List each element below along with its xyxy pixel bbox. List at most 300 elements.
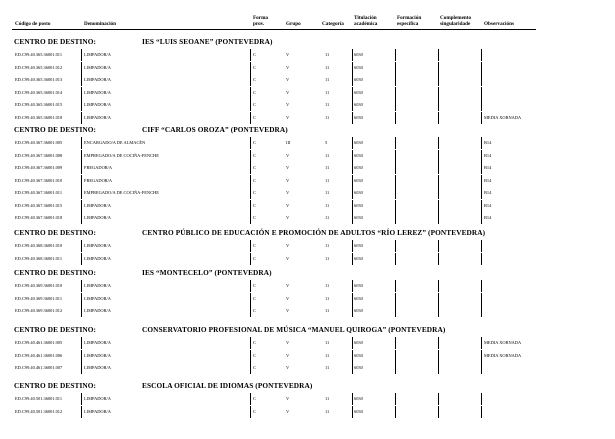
column-divider [352,350,353,362]
cell-den: EMPREGADO/A DE COCIÑA-FENCHE [84,190,159,195]
column-divider [395,150,396,162]
cell-tit: 6030 [354,408,363,414]
column-divider [352,393,353,405]
cell-obs: B14 [484,165,492,170]
cell-tit: 6030 [354,202,363,208]
cell-tit: 6030 [354,352,363,358]
cell-code: ED.C99.40.365.36001.015 [15,102,63,107]
cell-grupo: V [286,352,290,358]
column-divider [438,362,439,374]
table-row [0,253,615,265]
cell-code: ED.C99.40.367.36001.018 [15,215,63,220]
cell-grupo: V [286,295,290,301]
cell-code: ED.C99.40.369.36001.010 [15,283,63,288]
center-name: ESCOLA OFICIAL DE IDIOMAS (PONTEVEDRA) [142,381,313,390]
table-row [0,240,615,252]
column-divider [395,200,396,212]
cell-den: FREGADOR/A [84,177,113,183]
cell-fp: C [253,215,256,220]
table-row [0,137,615,149]
column-divider [250,350,251,362]
column-divider [395,253,396,265]
cell-obs: MEDIA XORNADA [484,340,522,345]
cell-grupo: V [286,190,290,195]
cell-fp: C [253,365,256,370]
cell-grupo: V [286,283,290,288]
column-divider [395,293,396,305]
column-divider [395,74,396,86]
header-denominacion: Denominación [84,21,116,27]
column-divider [250,253,251,265]
column-divider [395,280,396,292]
cell-fp: C [253,340,256,345]
column-divider [438,280,439,292]
header-titulacion: Titulación académica [354,15,378,27]
center-heading [14,228,614,238]
column-divider [250,87,251,99]
cell-tit: 6030 [354,308,363,313]
cell-den: LIMPADOR/A [84,340,111,345]
cell-grupo: V [286,243,290,248]
column-divider [352,187,353,199]
table-row [0,212,615,224]
cell-den: LIMPADOR/A [84,283,111,288]
center-name: CENTRO PÚBLICO DE EDUCACIÓN E PROMOCIÓN DE ADULTOS “RÍO LEREZ” (PONTEVEDRA) [142,228,486,237]
column-divider [481,99,482,111]
column-divider [481,137,482,149]
column-divider [81,49,82,61]
header-rule [12,29,536,30]
cell-obs: B14 [484,215,492,220]
table-row [0,187,615,199]
column-divider [352,49,353,61]
cell-fp: C [253,165,256,170]
cell-grupo: V [286,77,290,82]
column-divider [438,49,439,61]
column-divider [481,337,482,349]
column-divider [352,162,353,174]
center-name: IES “LUIS SEOANE” (PONTEVEDRA) [142,37,273,46]
cell-code: ED.C99.40.461.36001.005 [15,340,63,345]
cell-code: ED.C99.40.365.36001.014 [15,89,63,95]
column-divider [250,62,251,74]
cell-fp: C [253,177,256,183]
cell-code: ED.C99.40.501.36001.011 [15,396,63,401]
column-divider [250,240,251,252]
cell-cat: 11 [325,408,330,414]
column-divider [352,137,353,149]
column-divider [81,212,82,224]
column-divider [438,337,439,349]
cell-cat: 11 [325,283,330,288]
column-divider [481,187,482,199]
cell-fp: C [253,295,256,301]
column-divider [81,406,82,418]
column-divider [352,87,353,99]
cell-fp: C [253,255,256,261]
column-divider [81,175,82,187]
column-divider [481,212,482,224]
column-divider [352,200,353,212]
cell-fp: C [253,152,256,158]
column-divider [395,406,396,418]
cell-den: LIMPADOR/A [84,77,111,82]
cell-obs: B14 [484,190,492,195]
table-row [0,62,615,74]
cell-cat: 11 [325,308,330,313]
column-divider [438,350,439,362]
column-divider [81,305,82,317]
cell-tit: 6030 [354,365,363,370]
center-label: CENTRO DE DESTINO: [14,125,97,134]
cell-code: ED.C99.40.369.36001.012 [15,308,63,313]
table-row [0,49,615,61]
table-row [0,112,615,124]
cell-den: LIMPADOR/A [84,64,111,70]
column-divider [395,240,396,252]
column-divider [81,253,82,265]
header-forma-prov: Forma prov. [253,15,268,27]
column-divider [481,393,482,405]
table-row [0,162,615,174]
cell-grupo: V [286,89,290,95]
cell-cat: 11 [325,365,330,370]
column-divider [352,99,353,111]
cell-fp: C [253,308,256,313]
column-divider [250,162,251,174]
cell-tit: 6030 [354,190,363,195]
column-divider [481,74,482,86]
cell-fp: C [253,89,256,95]
column-divider [395,393,396,405]
column-divider [438,137,439,149]
table-row [0,337,615,349]
cell-cat: 11 [325,295,330,301]
cell-fp: C [253,283,256,288]
cell-code: ED.C99.40.367.36001.015 [15,202,63,208]
cell-grupo: V [286,396,290,401]
table-row [0,362,615,374]
table-row [0,280,615,292]
column-divider [250,293,251,305]
column-divider [81,150,82,162]
column-divider [81,337,82,349]
column-divider [438,74,439,86]
cell-tit: 6030 [354,283,363,288]
column-divider [438,187,439,199]
column-divider [81,350,82,362]
cell-fp: C [253,202,256,208]
cell-cat: 11 [325,352,330,358]
column-divider [352,406,353,418]
cell-tit: 6030 [354,152,363,158]
column-divider [81,240,82,252]
column-divider [81,137,82,149]
column-divider [438,62,439,74]
table-row [0,393,615,405]
cell-tit: 6030 [354,396,363,401]
cell-fp: C [253,114,256,120]
column-divider [481,253,482,265]
cell-fp: C [253,408,256,414]
cell-den: LIMPADOR/A [84,202,111,208]
center-name: CONSERVATORIO PROFESIONAL DE MÚSICA “MANUEL QUIROGA” (PONTEVEDRA) [142,325,446,334]
column-divider [395,49,396,61]
column-divider [395,62,396,74]
cell-den: LIMPADOR/A [84,243,111,248]
column-divider [395,175,396,187]
center-label: CENTRO DE DESTINO: [14,268,97,277]
cell-cat: 11 [325,165,330,170]
column-divider [438,406,439,418]
column-divider [395,137,396,149]
column-divider [352,62,353,74]
column-divider [352,175,353,187]
cell-grupo: V [286,308,290,313]
column-divider [395,187,396,199]
column-divider [250,337,251,349]
cell-code: ED.C99.40.461.36001.007 [15,365,63,370]
column-divider [481,175,482,187]
cell-cat: 11 [325,114,330,120]
column-divider [481,280,482,292]
column-divider [81,162,82,174]
cell-code: ED.C99.40.367.36001.008 [15,152,63,158]
column-divider [481,200,482,212]
column-divider [250,74,251,86]
cell-cat: 11 [325,77,330,82]
cell-code: ED.C99.40.365.36001.011 [15,52,63,57]
cell-grupo: V [286,215,290,220]
column-divider [481,350,482,362]
cell-fp: C [253,52,256,57]
cell-tit: 6030 [354,255,363,261]
cell-den: ENCARGADO/A DE ALMACÉN [84,140,146,145]
column-divider [81,393,82,405]
cell-cat: 11 [325,152,330,158]
column-divider [352,74,353,86]
cell-den: LIMPADOR/A [84,52,111,57]
cell-code: ED.C99.40.369.36001.011 [15,295,63,301]
cell-cat: 5 [325,140,328,145]
column-divider [250,305,251,317]
cell-tit: 6030 [354,165,363,170]
column-divider [81,200,82,212]
column-divider [81,293,82,305]
column-divider [395,337,396,349]
cell-obs: MEDIA XORNADA [484,114,522,120]
center-label: CENTRO DE DESTINO: [14,325,97,334]
cell-fp: C [253,190,256,195]
cell-cat: 11 [325,255,330,261]
cell-grupo: V [286,202,290,208]
column-divider [352,150,353,162]
column-divider [395,212,396,224]
column-divider [250,393,251,405]
cell-cat: 11 [325,64,330,70]
column-divider [438,393,439,405]
cell-tit: 6030 [354,243,363,248]
cell-cat: 11 [325,190,330,195]
cell-fp: C [253,102,256,107]
column-divider [438,112,439,124]
table-row [0,87,615,99]
column-divider [481,240,482,252]
column-divider [481,62,482,74]
cell-grupo: V [286,64,290,70]
cell-tit: 6030 [354,102,363,107]
table-row [0,150,615,162]
column-divider [481,112,482,124]
cell-obs: B14 [484,177,492,183]
cell-tit: 6030 [354,52,363,57]
cell-code: ED.C99.40.368.36001.010 [15,243,63,248]
cell-den: LIMPADOR/A [84,215,111,220]
column-divider [481,406,482,418]
column-divider [352,293,353,305]
cell-code: ED.C99.40.367.36001.011 [15,190,63,195]
column-divider [438,175,439,187]
table-row [0,74,615,86]
table-row [0,99,615,111]
cell-tit: 6030 [354,64,363,70]
cell-cat: 11 [325,202,330,208]
cell-tit: 6030 [354,114,363,120]
column-divider [250,112,251,124]
cell-grupo: V [286,165,290,170]
cell-den: LIMPADOR/A [84,308,111,313]
column-divider [250,200,251,212]
column-divider [250,99,251,111]
column-divider [250,362,251,374]
header-grupo: Grupo [286,21,301,27]
cell-obs: B14 [484,152,492,158]
column-divider [352,362,353,374]
header-observacions: Observacións [484,21,514,27]
cell-fp: C [253,64,256,70]
cell-fp: C [253,352,256,358]
cell-den: LIMPADOR/A [84,102,111,107]
column-divider [352,305,353,317]
column-divider [352,280,353,292]
header-formacion: Formación específica [397,15,422,27]
column-divider [481,87,482,99]
cell-cat: 11 [325,177,330,183]
center-name: CIFF “CARLOS OROZA” (PONTEVEDRA) [142,125,288,134]
cell-tit: 6030 [354,295,363,301]
column-divider [438,200,439,212]
column-divider [438,162,439,174]
column-divider [250,137,251,149]
cell-code: ED.C99.40.365.36001.018 [15,114,63,120]
column-divider [438,305,439,317]
center-name: IES “MONTECELO” (PONTEVEDRA) [142,268,272,277]
column-divider [395,87,396,99]
column-divider [250,49,251,61]
column-divider [81,62,82,74]
cell-code: ED.C99.40.368.36001.011 [15,255,63,261]
table-row [0,406,615,418]
cell-obs: B14 [484,140,492,145]
cell-tit: 6030 [354,215,363,220]
column-divider [395,305,396,317]
column-divider [250,187,251,199]
column-divider [352,112,353,124]
column-divider [438,212,439,224]
column-divider [250,175,251,187]
column-divider [395,112,396,124]
cell-cat: 11 [325,340,330,345]
column-divider [250,406,251,418]
cell-fp: C [253,140,256,145]
column-divider [352,212,353,224]
cell-tit: 6030 [354,77,363,82]
cell-grupo: V [286,177,290,183]
column-divider [81,112,82,124]
table-row [0,305,615,317]
column-divider [81,74,82,86]
column-divider [481,150,482,162]
cell-cat: 11 [325,396,330,401]
header-codigo: Código de posto [15,21,51,27]
column-divider [81,362,82,374]
cell-fp: C [253,243,256,248]
column-divider [81,99,82,111]
cell-tit: 6030 [354,177,363,183]
column-divider [481,293,482,305]
table-row [0,200,615,212]
column-divider [438,87,439,99]
cell-grupo: V [286,340,290,345]
center-heading [14,381,614,391]
column-divider [481,49,482,61]
column-divider [395,162,396,174]
cell-den: LIMPADOR/A [84,396,111,401]
cell-tit: 6030 [354,89,363,95]
header-complemento: Complemento singularidade [440,15,472,27]
center-heading [14,268,614,278]
center-label: CENTRO DE DESTINO: [14,381,97,390]
column-divider [481,305,482,317]
cell-grupo: V [286,102,290,107]
column-divider [81,280,82,292]
column-divider [250,212,251,224]
cell-code: ED.C99.40.365.36001.013 [15,77,63,82]
center-label: CENTRO DE DESTINO: [14,228,97,237]
column-divider [438,293,439,305]
cell-den: LIMPADOR/A [84,114,111,120]
cell-den: LIMPADOR/A [84,89,111,95]
center-heading [14,37,614,47]
cell-grupo: V [286,408,290,414]
column-divider [352,253,353,265]
cell-cat: 11 [325,52,330,57]
cell-cat: 11 [325,89,330,95]
cell-grupo: V [286,114,290,120]
cell-grupo: V [286,52,290,57]
header-categoria: Categoría [322,21,344,27]
cell-code: ED.C99.40.367.36001.009 [15,165,63,170]
column-divider [395,362,396,374]
column-divider [81,87,82,99]
cell-den: LIMPADOR/A [84,255,111,261]
column-divider [395,99,396,111]
cell-den: LIMPADOR/A [84,295,111,301]
cell-code: ED.C99.40.461.36001.006 [15,352,63,358]
table-row [0,350,615,362]
center-heading [14,125,614,135]
column-divider [438,240,439,252]
